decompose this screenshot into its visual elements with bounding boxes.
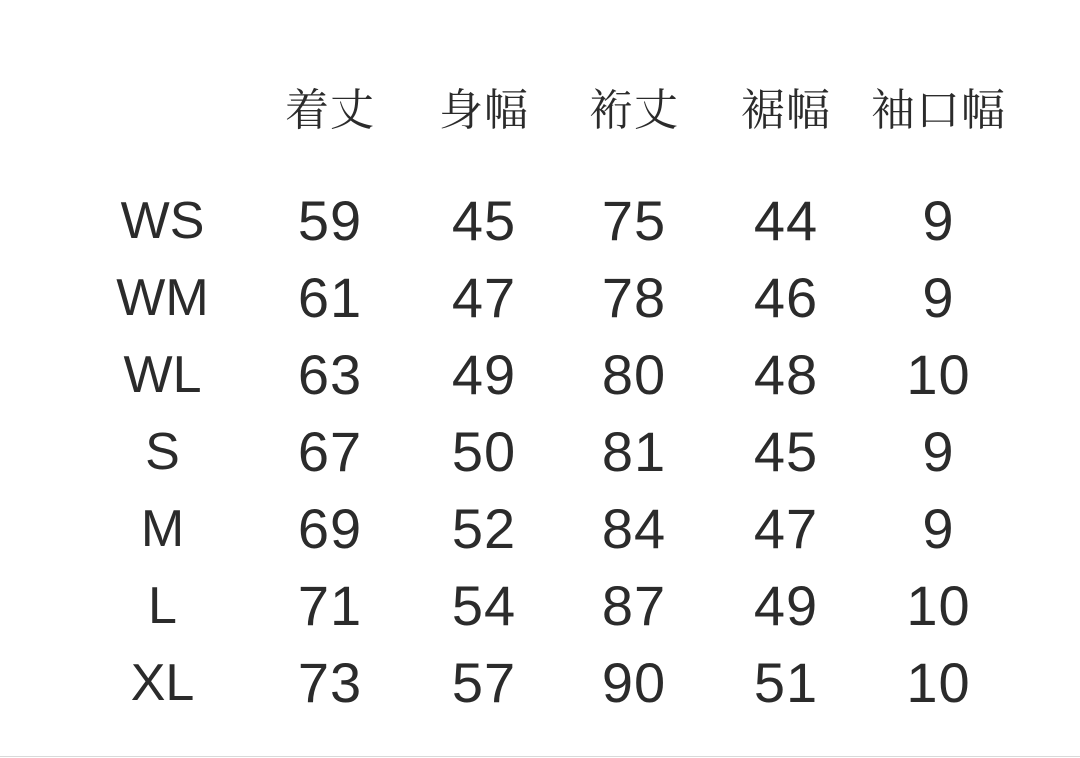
table-cell: 87 — [601, 574, 667, 637]
column-header-cuff-width: 袖口幅 — [871, 86, 1006, 135]
table-cell: 81 — [601, 420, 667, 483]
table-cell: 47 — [451, 266, 517, 329]
table-cell: 10 — [906, 574, 971, 637]
table-cell: 9 — [922, 420, 955, 483]
column-header-hem-width: 裾幅 — [741, 86, 831, 135]
table-cell: 49 — [451, 343, 517, 406]
table-cell: 52 — [451, 497, 517, 560]
table-cell: 67 — [297, 420, 363, 483]
table-cell: 10 — [906, 343, 971, 406]
table-cell: 69 — [297, 497, 363, 560]
table-cell: 59 — [297, 189, 363, 252]
table-cell: 45 — [451, 189, 517, 252]
row-label-ws: WS — [120, 191, 205, 250]
table-cell: 48 — [753, 343, 819, 406]
table-cell: 84 — [601, 497, 667, 560]
table-cell: 61 — [297, 266, 363, 329]
table-cell: 90 — [601, 651, 667, 714]
row-label-wl: WL — [123, 345, 202, 404]
row-label-xl: XL — [130, 653, 195, 712]
table-cell: 54 — [451, 574, 517, 637]
table-cell: 50 — [451, 420, 517, 483]
column-header-body-length: 着丈 — [285, 86, 375, 135]
table-cell: 49 — [753, 574, 819, 637]
table-cell: 47 — [753, 497, 819, 560]
row-label-m: M — [140, 499, 185, 558]
table-cell: 75 — [601, 189, 667, 252]
photo-bottom-edge-line — [0, 756, 1080, 757]
table-cell: 9 — [922, 266, 955, 329]
row-label-wm: WM — [116, 268, 209, 327]
table-cell: 9 — [922, 189, 955, 252]
table-cell: 63 — [297, 343, 363, 406]
table-cell: 78 — [601, 266, 667, 329]
row-label-l: L — [148, 576, 177, 635]
table-cell: 57 — [451, 651, 517, 714]
column-header-sleeve-length: 裄丈 — [589, 86, 679, 135]
table-cell: 51 — [753, 651, 819, 714]
table-cell: 9 — [922, 497, 955, 560]
table-cell: 10 — [906, 651, 971, 714]
table-cell: 80 — [601, 343, 667, 406]
table-cell: 73 — [297, 651, 363, 714]
table-cell: 71 — [297, 574, 363, 637]
table-cell: 45 — [753, 420, 819, 483]
row-label-s: S — [145, 422, 180, 481]
table-cell: 46 — [753, 266, 819, 329]
table-cell: 44 — [753, 189, 819, 252]
column-header-body-width: 身幅 — [439, 86, 529, 135]
corner-cell — [0, 30, 250, 182]
